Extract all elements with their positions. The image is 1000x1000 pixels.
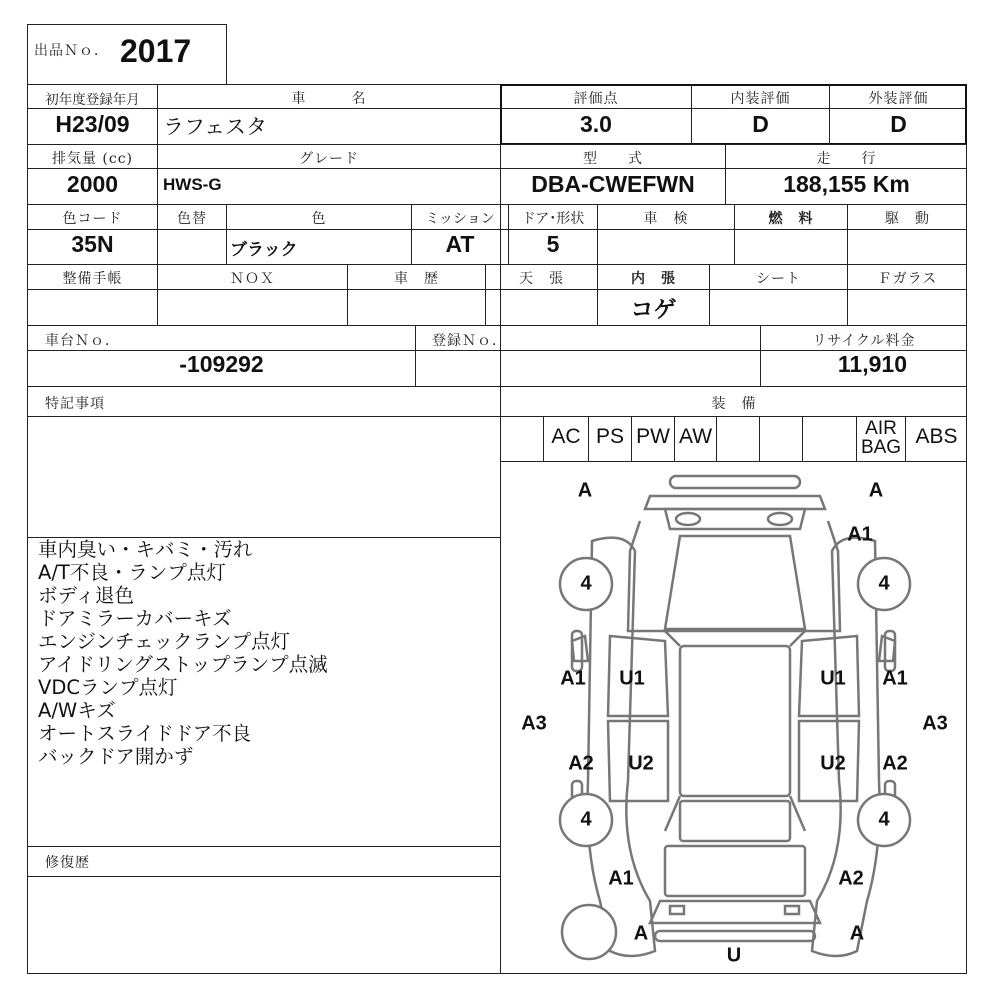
note-line: 車内臭い・キバミ・汚れ <box>38 538 253 561</box>
displacement-value: 2000 <box>66 171 119 197</box>
first-reg-value: H23/09 <box>55 111 130 137</box>
equipment-item: PW <box>632 417 675 461</box>
lot-label: 出品Ｎｏ． <box>34 43 109 59</box>
damage-mark-rear-right-tire: 4 <box>878 808 890 831</box>
damage-mark-right-front-door: A1 <box>882 667 908 690</box>
maintenance-label: 整備手帳 <box>62 271 123 287</box>
model-label: 型 式 <box>583 151 643 167</box>
interior-trim-value: コゲ <box>630 297 677 323</box>
equipment-item <box>501 417 544 461</box>
spare-tire-circle <box>562 905 616 959</box>
damage-mark-right-front-fender-top: A1 <box>847 523 873 546</box>
front-bumper-top <box>670 476 800 488</box>
damage-mark-right-side: A3 <box>922 712 948 735</box>
note-line: A/T不良・ランプ点灯 <box>38 561 226 584</box>
fglass-label: Ｆガラス <box>877 271 938 287</box>
equipment-item: AW <box>675 417 717 461</box>
equipment-item <box>760 417 803 461</box>
windshield <box>665 536 805 629</box>
recycle-label: リサイクル料金 <box>812 333 916 349</box>
note-line: ドアミラーカバーキズ <box>38 607 232 630</box>
seat-label: シート <box>756 271 801 287</box>
model-value: DBA-CWEFWN <box>531 171 695 197</box>
equipment-label: 装 備 <box>711 396 757 412</box>
damage-mark-right-quarter: A2 <box>838 867 864 890</box>
mileage-label: 走 行 <box>816 151 877 167</box>
damage-mark-right-front-door-inner: U1 <box>820 667 846 690</box>
color-code-label: 色コード <box>62 211 123 227</box>
history-label: 車 歴 <box>394 271 439 287</box>
fuel-label: 燃 料 <box>768 211 814 227</box>
damage-mark-rear-bumper: U <box>726 944 742 967</box>
recycle-value: 11,910 <box>837 351 907 377</box>
mission-label: ミッション <box>425 211 495 227</box>
equipment-item: PS <box>589 417 632 461</box>
roof-label: 天 張 <box>519 271 564 287</box>
note-line: ボディ退色 <box>38 584 134 607</box>
equipment-item: AC <box>544 417 589 461</box>
first-reg-label: 初年度登録年月 <box>45 92 140 108</box>
note-line: A/Wキズ <box>38 699 116 722</box>
equipment-item <box>717 417 760 461</box>
damage-mark-front-left-tire: 4 <box>580 572 592 595</box>
color-label: 色 <box>311 211 327 227</box>
roof <box>680 646 790 796</box>
note-line: アイドリングストップランプ点滅 <box>38 653 328 676</box>
note-line: バックドア開かず <box>38 745 194 768</box>
notes-label: 特記事項 <box>45 396 105 412</box>
lot-number: 2017 <box>120 33 192 69</box>
repair-label: 修復歴 <box>45 855 90 871</box>
damage-mark-left-rear-door-inner: U2 <box>628 752 654 775</box>
displacement-label: 排気量 (cc) <box>51 151 134 167</box>
damage-mark-left-side: A3 <box>521 712 547 735</box>
equipment-item: ABS <box>915 425 958 448</box>
rear-hatch <box>665 846 805 896</box>
car-diagram <box>500 461 967 974</box>
damage-mark-rear-left-corner: A <box>633 922 649 945</box>
damage-mark-left-rear-door: A2 <box>568 752 594 775</box>
color-value: ブラック <box>230 240 298 260</box>
damage-mark-left-quarter: A1 <box>608 867 634 890</box>
damage-mark-rear-left-tire: 4 <box>580 808 592 831</box>
damage-mark-right-rear-door-inner: U2 <box>820 752 846 775</box>
hood <box>628 521 840 631</box>
damage-mark-left-front-door: A1 <box>560 667 586 690</box>
color-code-value: 35N <box>71 231 114 257</box>
note-line: エンジンチェックランプ点灯 <box>38 630 290 653</box>
door-label: ドア･形状 <box>521 211 585 227</box>
door-value: 5 <box>546 231 560 257</box>
exterior-value: D <box>890 111 907 137</box>
note-line: オートスライドドア不良 <box>38 722 252 745</box>
damage-mark-left-front-door-inner: U1 <box>619 667 645 690</box>
damage-mark-front-right-corner: A <box>868 479 884 502</box>
damage-mark-front-right-tire: 4 <box>878 572 890 595</box>
mileage-value: 188,155 Km <box>783 171 910 197</box>
interior-trim-label: 内 張 <box>631 271 676 287</box>
damage-mark-right-rear-door: A2 <box>882 752 908 775</box>
car-name-value: ラフェスタ <box>163 115 267 139</box>
damage-mark-front-left-corner: A <box>577 479 593 502</box>
nox-label: ＮＯＸ <box>230 271 275 287</box>
inspection-label: 車 検 <box>643 211 689 227</box>
rear-bumper-bottom <box>655 931 815 941</box>
equipment-item <box>803 417 857 461</box>
score-label: 評価点 <box>573 91 619 107</box>
color-change-label: 色替 <box>177 211 207 227</box>
chassis-label: 車台Ｎｏ． <box>45 333 120 349</box>
interior-label: 内装評価 <box>730 91 791 107</box>
exterior-label: 外装評価 <box>868 91 929 107</box>
damage-mark-rear-right-corner: A <box>849 922 865 945</box>
score-value: 3.0 <box>580 111 612 137</box>
mission-value: AT <box>445 231 475 257</box>
interior-value: D <box>752 111 769 137</box>
equipment-item: AIR BAG <box>857 417 906 461</box>
grade-label: グレード <box>299 151 359 167</box>
front-bumper <box>645 496 825 509</box>
grade-value: HWS-G <box>163 175 222 194</box>
car-name-label: 車 名 <box>291 91 367 107</box>
note-line: VDCランプ点灯 <box>38 676 178 699</box>
registration-label: 登録Ｎｏ． <box>432 333 507 349</box>
chassis-value: -109292 <box>179 351 264 377</box>
drive-label: 駆 動 <box>885 211 930 227</box>
rear-bumper <box>650 901 820 923</box>
rear-window <box>680 801 790 841</box>
